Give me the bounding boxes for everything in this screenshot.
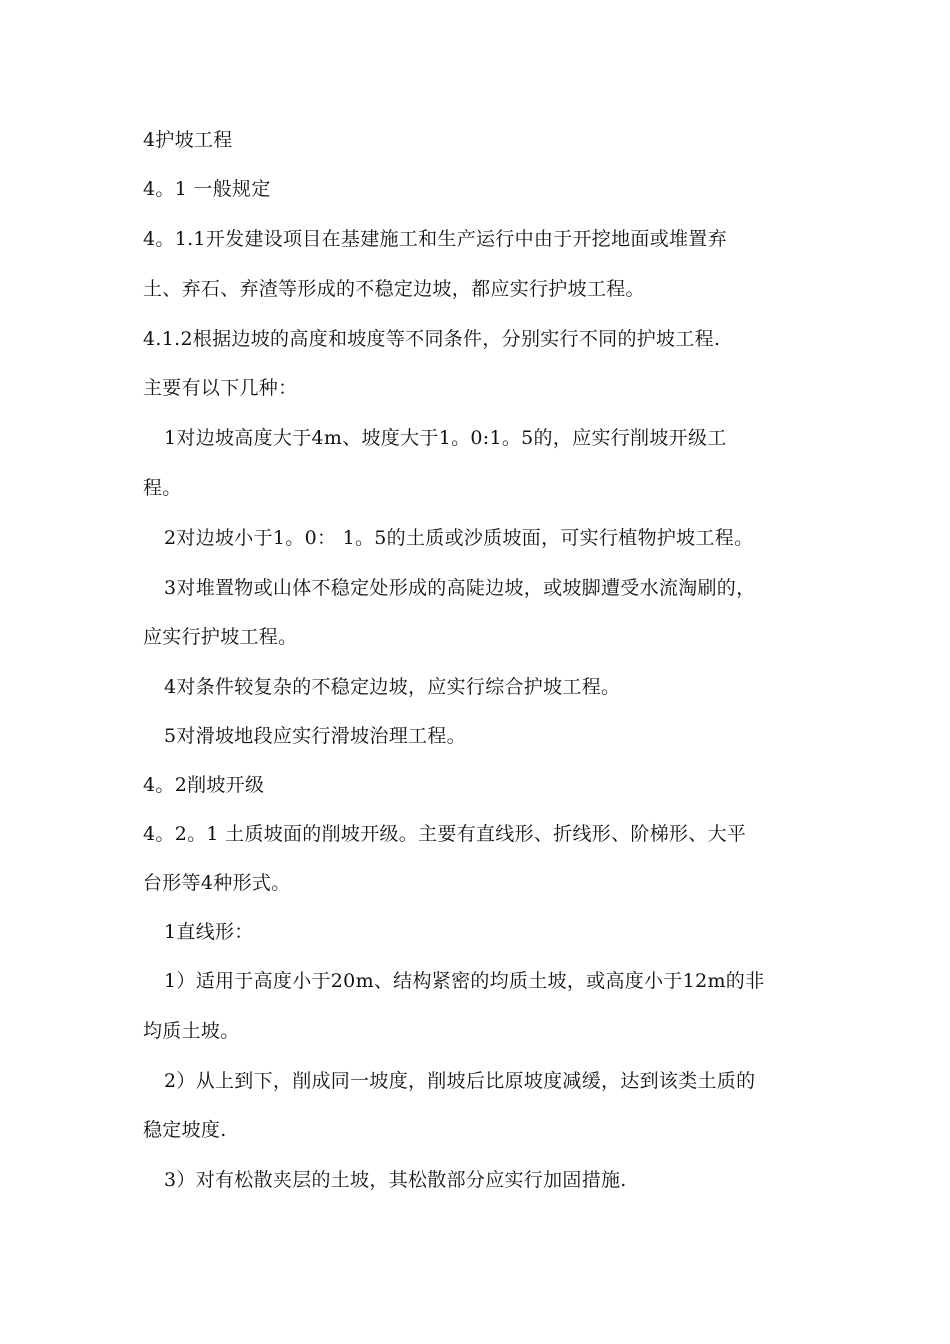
list-item-continuation: 程。 bbox=[143, 477, 182, 499]
list-item-continuation: 稳定坡度. bbox=[143, 1119, 227, 1141]
subsection-heading: 4。2削坡开级 bbox=[143, 774, 265, 796]
list-item: 1对边坡高度大于4m、坡度大于1。0:1。5的，应实行削坡开级工 bbox=[164, 427, 727, 449]
section-heading: 4护坡工程 bbox=[143, 129, 233, 151]
list-item: 3）对有松散夹层的土坡，其松散部分应实行加固措施. bbox=[164, 1169, 627, 1191]
paragraph-line: 4。2。1 土质坡面的削坡开级。主要有直线形、折线形、阶梯形、大平 bbox=[143, 823, 747, 845]
paragraph-line: 主要有以下几种： bbox=[143, 377, 298, 399]
list-item: 2对边坡小于1。0： 1。5的土质或沙质坡面，可实行植物护坡工程。 bbox=[164, 527, 754, 549]
list-item: 1）适用于高度小于20m、结构紧密的均质土坡，或高度小于12m的非 bbox=[164, 970, 765, 992]
paragraph-line: 台形等4种形式。 bbox=[143, 872, 291, 894]
paragraph-line: 4.1.2根据边坡的高度和坡度等不同条件，分别实行不同的护坡工程. bbox=[143, 328, 721, 350]
paragraph-line: 4。1.1开发建设项目在基建施工和生产运行中由于开挖地面或堆置弃 bbox=[143, 228, 727, 250]
list-item-continuation: 应实行护坡工程。 bbox=[143, 626, 298, 648]
paragraph-line: 土、弃石、弃渣等形成的不稳定边坡，都应实行护坡工程。 bbox=[143, 278, 645, 300]
list-item: 4对条件较复杂的不稳定边坡，应实行综合护坡工程。 bbox=[164, 676, 621, 698]
list-item-continuation: 均质土坡。 bbox=[143, 1020, 240, 1042]
list-item: 5对滑坡地段应实行滑坡治理工程。 bbox=[164, 725, 466, 747]
list-item: 2）从上到下，削成同一坡度，削坡后比原坡度减缓，达到该类土质的 bbox=[164, 1070, 756, 1092]
list-item: 3对堆置物或山体不稳定处形成的高陡边坡，或坡脚遭受水流淘刷的， bbox=[164, 577, 756, 599]
list-item: 1直线形： bbox=[164, 921, 254, 943]
subsection-heading: 4。1 一般规定 bbox=[143, 178, 271, 200]
